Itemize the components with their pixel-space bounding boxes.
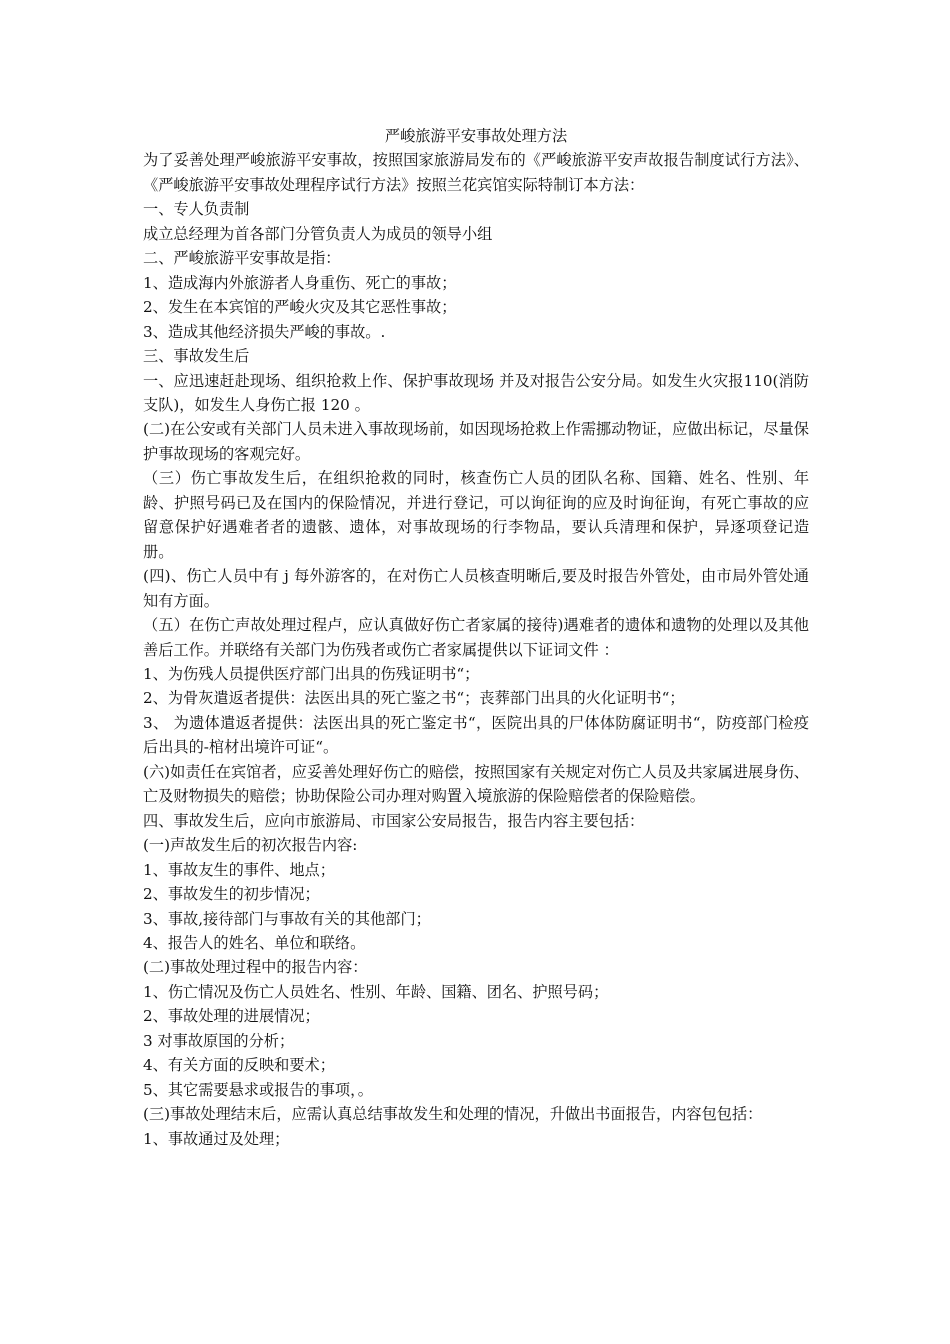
document-title: 严峻旅游平安事故处理方法 [384, 127, 568, 145]
paragraph: 3 对事故原国的分析； [143, 1031, 295, 1050]
paragraph: (六)如责任在宾馆者，应妥善处理好伤亡的赔偿，按照国家有关规定对伤亡人员及共家属进展身伤、亡及财物损失的赔偿；协助保险公司办理对购置入境旅游的保险赔偿者的保险赔偿。 [143, 762, 809, 806]
paragraph: 三、事故发生后 [143, 347, 250, 366]
paragraph: 2、发生在本宾馆的严峻火灾及其它恶性事故； [143, 298, 457, 317]
paragraph: 3、造成其他经济损失严峻的事故。. [143, 322, 386, 341]
paragraph: 4、有关方面的反映和要术； [143, 1056, 335, 1075]
paragraph: (三)事故处理结末后，应需认真总结事故发生和处理的情况，升做出书面报告，内容包包括： [143, 1105, 763, 1124]
paragraph: 4、报告人的姓名、单位和联络。 [143, 933, 366, 952]
paragraph: 5、其它需要悬求或报告的事项，。 [143, 1080, 373, 1099]
paragraph: 为了妥善处理严峻旅游平安事故，按照国家旅游局发布的《严峻旅游平安声故报告制度试行方法》、《严峻旅游平安事故处理程序试行方法》按照兰花宾馆实际特制订本方法： [143, 151, 809, 194]
paragraph: 3、 为遗体遣返者提供：法医出具的死亡鉴定书“，医院出具的尸体体防腐证明书“，防疫部门检疫后出具的-棺材出境许可证“。 [143, 713, 809, 757]
paragraph: (二)在公安或有关部门人员未进入事故现场前，如因现场抢救上作需挪动物证，应做出标记，尽量保护事故现场的客观完好。 [143, 420, 809, 463]
paragraph-list [143, 148, 809, 1151]
paragraph: (四)、伤亡人员中有 j 每外游客的，在对伤亡人员核查明晰后,要及时报告外管处，由市局外管处通知有方面。 [143, 567, 809, 610]
paragraph: （三）伤亡事故发生后，在组织抢救的同时，核查伤亡人员的团队名称、国籍、姓名、性别、年龄、护照号码已及在国内的保险情况，并进行登记，可以询征询的应及时询征询，有死亡事故的应留意保护好遇难者者的遗骸、遗体，对事故现场的行李物品，要认兵清理和保护，异逐项登记造册。 [143, 469, 809, 561]
paragraph: 2、事故处理的进展情况； [143, 1007, 320, 1026]
paragraph: 二、严峻旅游平安事故是指： [143, 249, 341, 268]
paragraph: (一)声故发生后的初次报告内容: [143, 836, 358, 855]
paragraph: （五）在伤亡声故处理过程卢，应认真做好伤亡者家属的接待)遇难者的遗体和遗物的处理以及其他善后工作。并联络有关部门为伤残者或伤亡者家属提供以下证词文件 ： [143, 616, 809, 659]
paragraph: 3、事故,接待部门与事故有关的其他部门； [143, 909, 431, 928]
paragraph: 一、专人负责制 [143, 200, 250, 219]
document-body [143, 124, 809, 1151]
paragraph: 1、事故友生的事件、地点； [143, 860, 335, 879]
paragraph: 1、伤亡情况及伤亡人员姓名、性别、年龄、国籍、团名、护照号码； [143, 982, 609, 1001]
paragraph: 一、应迅速赶赴现场、组织抢救上作、保护事故现场 并及对报告公安分局。如发生火灾报110(消防支队)，如发生人身伤亡报 120 。 [143, 371, 809, 414]
paragraph: 四、事故发生后，应向市旅游局、市国家公安局报告，报告内容主要包括： [143, 811, 645, 830]
paragraph: 2、为骨灰遣返者提供：法医出具的死亡鉴之书“；丧葬部门出具的火化证明书“； [143, 689, 685, 708]
paragraph: 2、事故发生的初步情况； [143, 885, 320, 904]
paragraph: 1、事故通过及处理； [143, 1129, 290, 1148]
paragraph: 1、为伤残人员提供医疗部门出具的伤残证明书“； [143, 664, 480, 683]
paragraph: 1、造成海内外旅游者人身重伤、死亡的事故； [143, 273, 457, 292]
paragraph: 成立总经理为首各部门分管负责人为成员的领导小组 [143, 224, 493, 243]
paragraph: (二)事故处理过程中的报告内容： [143, 958, 368, 977]
